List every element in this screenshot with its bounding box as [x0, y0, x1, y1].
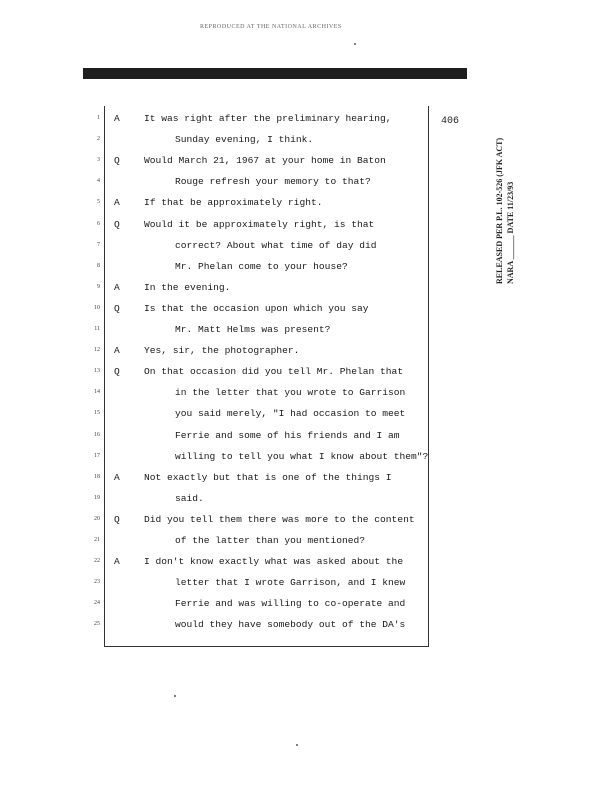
transcript-line [0, 319, 612, 340]
line-text: Did you tell them there was more to the content [144, 513, 415, 525]
line-number: 19 [94, 494, 100, 501]
line-text: Mr. Matt Helms was present? [175, 324, 331, 335]
line-number: 1 [97, 115, 100, 121]
speaker-label: A [114, 471, 120, 483]
scan-speck [354, 43, 356, 45]
speaker-label: Q [114, 218, 120, 230]
line-text: Is that the occasion upon which you say [144, 302, 369, 314]
speaker-label: Q [114, 513, 120, 525]
line-number: 10 [94, 304, 100, 311]
transcript-line [0, 298, 612, 319]
line-text: Mr. Phelan come to your house? [175, 260, 348, 272]
transcript-line [0, 214, 612, 235]
speaker-label: A [114, 113, 120, 124]
transcript-line [0, 235, 612, 256]
speaker-label: A [114, 345, 120, 357]
line-number: 2 [97, 136, 100, 143]
speaker-label: Q [114, 366, 120, 378]
line-text: Would March 21, 1967 at your home in Baton [144, 155, 386, 167]
line-text: Not exactly but that is one of the things I [144, 471, 392, 483]
speaker-label: Q [114, 302, 120, 314]
line-text: letter that I wrote Garrison, and I knew [175, 577, 406, 589]
line-text: willing to tell you what I know about them"? [175, 450, 429, 462]
scan-speck [174, 695, 176, 697]
line-number: 9 [97, 283, 100, 290]
line-number: 6 [97, 220, 100, 227]
line-text: Ferrie and was willing to co-operate and [175, 598, 406, 610]
transcript-line [0, 192, 612, 213]
page-number: 406 [441, 116, 460, 127]
line-text: I don't know exactly what was asked about the [144, 556, 404, 568]
transcript-line [0, 129, 612, 150]
line-text: Rouge refresh your memory to that? [175, 176, 371, 188]
transcript-line [0, 467, 612, 488]
transcript-line [0, 572, 612, 593]
line-number: 14 [94, 389, 100, 396]
line-text: correct? About what time of day did [175, 239, 377, 251]
archives-header-stamp: REPRODUCED AT THE NATIONAL ARCHIVES [200, 24, 342, 30]
transcript-line [0, 403, 612, 424]
line-text: you said merely, "I had occasion to meet [175, 408, 406, 420]
transcript-line [0, 171, 612, 192]
transcript-line [0, 551, 612, 572]
line-text: If that be approximately right. [144, 197, 323, 209]
line-number: 8 [97, 262, 100, 269]
line-text: said. [175, 492, 204, 504]
transcript-line [0, 425, 612, 446]
line-number: 20 [94, 515, 100, 522]
speaker-label: A [114, 197, 120, 209]
transcript-line [0, 509, 612, 530]
line-number: 7 [97, 241, 100, 248]
release-stamp-line-2: NARA ______ DATE 11/23/93 [506, 181, 515, 284]
line-number: 15 [94, 410, 100, 417]
transcript-line [0, 446, 612, 467]
line-text: of the latter than you mentioned? [175, 535, 365, 546]
release-stamp-line-1: RELEASED PER P.L. 102-526 (JFK ACT) [495, 137, 504, 284]
line-number: 24 [94, 600, 100, 607]
line-text: Ferrie and some of his friends and I am [175, 429, 400, 441]
line-number: 5 [97, 199, 100, 206]
line-number: 13 [94, 368, 100, 375]
line-text: Would it be approximately right, is that [144, 218, 375, 230]
transcript-line [0, 593, 612, 614]
transcript-line [0, 150, 612, 171]
line-text: On that occasion did you tell Mr. Phelan that [144, 366, 404, 378]
line-number: 21 [94, 537, 100, 543]
transcript-line [0, 382, 612, 403]
top-black-bar [83, 68, 467, 79]
transcript-line [0, 488, 612, 509]
line-number: 16 [94, 431, 100, 438]
transcript-line [0, 614, 612, 635]
line-number: 17 [94, 452, 100, 459]
transcript-line [0, 277, 612, 298]
line-text: In the evening. [144, 281, 231, 293]
speaker-label: A [114, 556, 120, 568]
transcript-line [0, 340, 612, 361]
line-number: 12 [94, 347, 100, 354]
line-number: 18 [94, 473, 100, 480]
transcript-line [0, 256, 612, 277]
transcript-line [0, 108, 612, 129]
line-text: It was right after the preliminary hearing, [144, 113, 392, 124]
line-number: 22 [94, 558, 100, 565]
line-number: 4 [97, 178, 100, 185]
transcript-line [0, 361, 612, 382]
line-text: Yes, sir, the photographer. [144, 345, 300, 357]
speaker-label: Q [114, 155, 120, 167]
line-number: 11 [94, 326, 100, 332]
scan-speck [296, 744, 298, 746]
line-text: would they have somebody out of the DA's [175, 619, 406, 631]
transcript-line [0, 530, 612, 551]
line-number: 25 [94, 621, 100, 628]
line-text: Sunday evening, I think. [175, 134, 314, 146]
line-number: 23 [94, 579, 100, 586]
speaker-label: A [114, 281, 120, 293]
line-number: 3 [97, 157, 100, 164]
line-text: in the letter that you wrote to Garrison [175, 387, 406, 399]
